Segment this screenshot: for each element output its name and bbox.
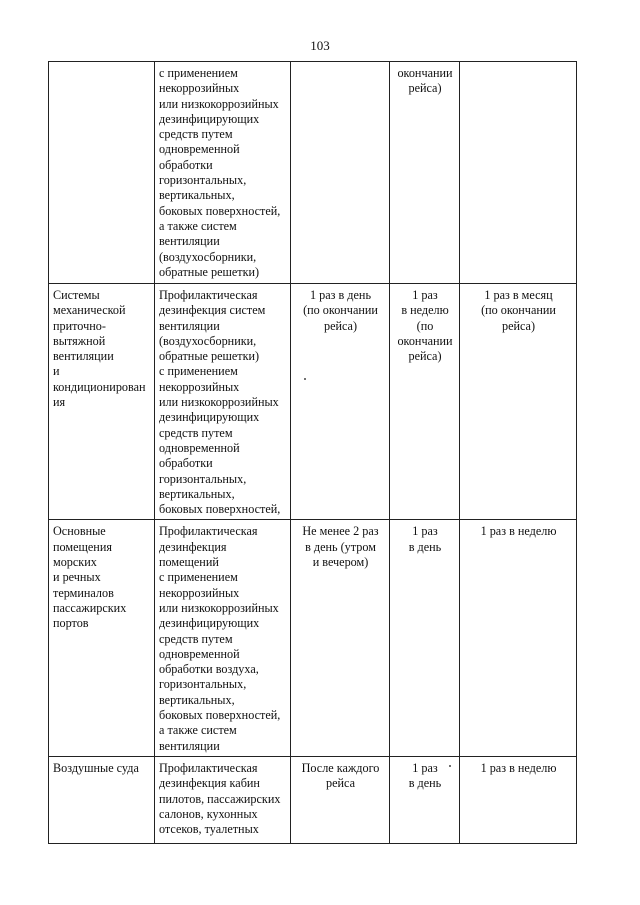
place-cell <box>49 62 155 284</box>
frequency-weekly-cell: 1 раз в день <box>390 520 460 756</box>
disinfection-schedule-table <box>48 61 577 844</box>
frequency-daily-cell: После каждого рейса <box>291 756 390 843</box>
frequency-monthly-cell: 1 раз в неделю <box>460 756 577 843</box>
frequency-daily-cell: Не менее 2 раз в день (утром и вечером) <box>291 520 390 756</box>
frequency-weekly-cell: окончании рейса) <box>390 62 460 284</box>
frequency-monthly-cell: 1 раз в месяц (по окончании рейса) <box>460 284 577 520</box>
frequency-daily-cell <box>291 62 390 284</box>
page-number: 103 <box>310 38 330 53</box>
table-row <box>49 62 577 284</box>
table-row <box>49 520 577 756</box>
place-cell: Основные помещения морских и речных терминалов пассажирских портов <box>49 520 155 756</box>
table-row <box>49 756 577 843</box>
table-row <box>49 284 577 520</box>
frequency-daily-cell: 1 раз в день (по окончании рейса) <box>291 284 390 520</box>
frequency-weekly-cell: 1 раз в день <box>390 756 460 843</box>
frequency-weekly-cell: 1 раз в неделю (по окончании рейса) <box>390 284 460 520</box>
frequency-monthly-cell <box>460 62 577 284</box>
action-cell: Профилактическая дезинфекция кабин пилотов, пассажирских салонов, кухонных отсеков, туалетных <box>155 756 291 843</box>
action-cell: с применением некоррозийных или низкокоррозийных дезинфицирующих средств путем одновременной обработки горизонтальных, вертикальных, боковых поверхностей, а также систем вентиляции (воздухосборники, обратные решетки) <box>155 62 291 284</box>
action-cell: Профилактическая дезинфекция систем вентиляции (воздухосборники, обратные решетки) с применением некоррозийных или низкокоррозийных дезинфицирующих средств путем одновременной обработки горизонтальных, вертикальных, боковых поверхностей, <box>155 284 291 520</box>
place-cell: Воздушные суда <box>49 756 155 843</box>
place-cell: Системы механической приточно- вытяжной вентиляции и кондиционирован ия <box>49 284 155 520</box>
frequency-monthly-cell: 1 раз в неделю <box>460 520 577 756</box>
scan-speck <box>304 378 306 380</box>
action-cell: Профилактическая дезинфекция помещений с применением некоррозийных или низкокоррозийных дезинфицирующих средств путем одновременной обработки воздуха, горизонтальных, вертикальных, боковых поверхностей, а также систем вентиляции <box>155 520 291 756</box>
scan-speck <box>449 765 451 767</box>
